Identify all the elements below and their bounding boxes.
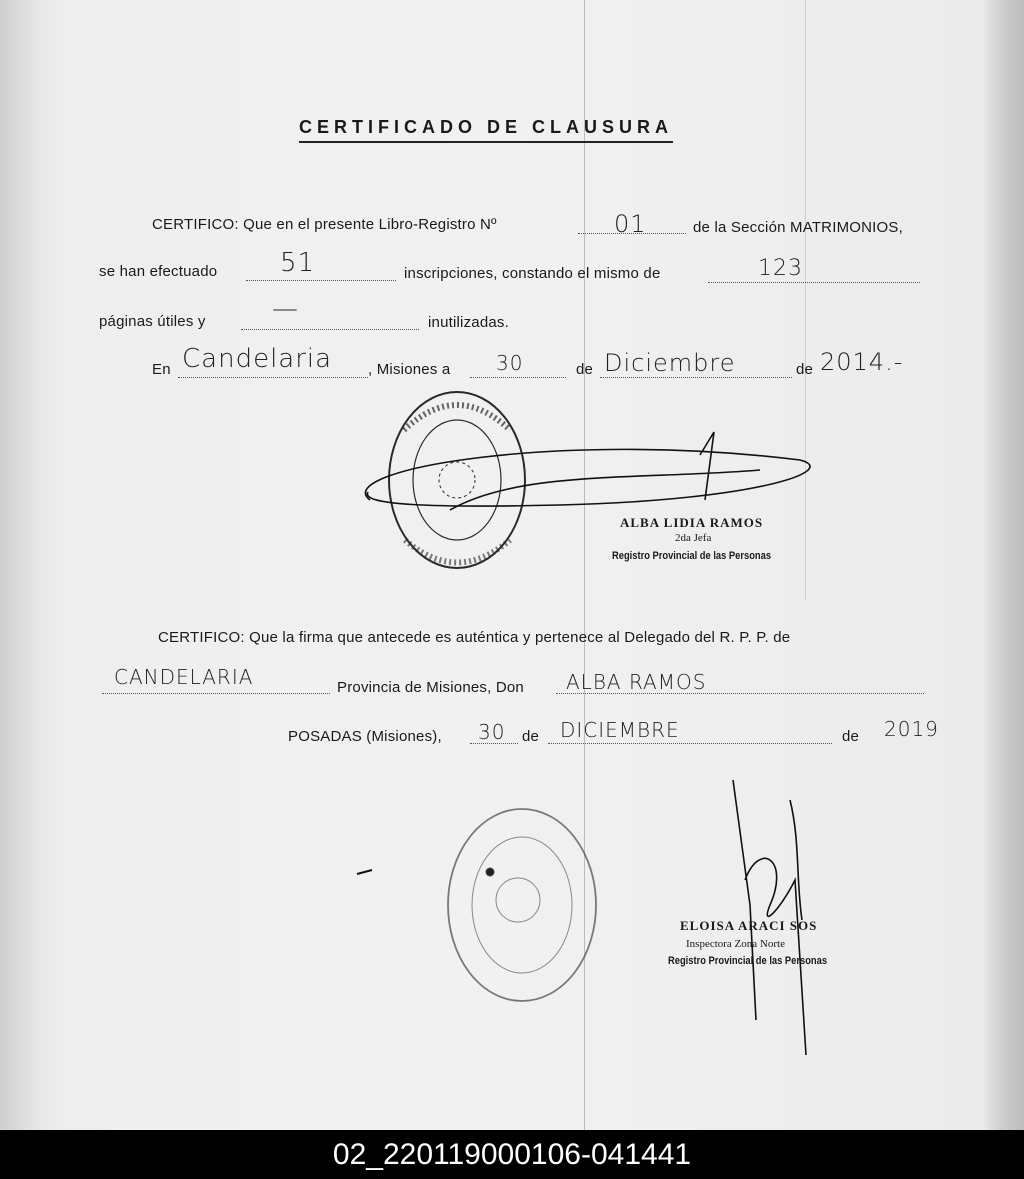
cert1-de2-label: de	[796, 361, 814, 378]
cert1-line2-mid: inscripciones, constando el mismo de	[404, 265, 661, 282]
cert1-line3-prefix: páginas útiles y	[99, 313, 206, 330]
paginas-value: 123	[758, 256, 803, 281]
cert1-line1-suffix: de la Sección MATRIMONIOS,	[693, 219, 903, 236]
cert1-misiones-label: , Misiones a	[368, 361, 451, 378]
ink-mark	[357, 870, 372, 874]
cert1-line3-suffix: inutilizadas.	[428, 314, 509, 331]
signer2-name: ELOISA ARACI SOS	[680, 918, 818, 933]
month-value: Diciembre	[604, 349, 736, 377]
signer2-org: Registro Provincial de las Personas	[668, 955, 828, 967]
cert2-day-value: 30	[478, 720, 506, 744]
registry-stamp-bottom	[448, 809, 596, 1001]
registry-stamp-top	[389, 392, 525, 568]
cert1-line2-prefix: se han efectuado	[99, 263, 218, 280]
signer1-org: Registro Provincial de las Personas	[612, 550, 772, 562]
don-name-value: ALBA RAMOS	[566, 670, 707, 694]
cert2-place-value: CANDELARIA	[114, 665, 254, 689]
scan-id-footer: 02_220119000106-041441	[0, 1130, 1024, 1179]
inscripciones-value: 51	[280, 248, 316, 278]
signer1-name: ALBA LIDIA RAMOS	[620, 515, 764, 530]
cert1-en-label: En	[152, 361, 171, 378]
cert2-line1: CERTIFICO: Que la firma que antecede es auténtica y pertenece al Delegado del R. P. P. de	[158, 629, 791, 646]
cert1-de-label: de	[576, 361, 594, 378]
cert2-month-value: DICIEMBRE	[560, 718, 680, 742]
cert2-posadas-label: POSADAS (Misiones),	[288, 728, 442, 745]
cert2-de-label: de	[522, 728, 540, 745]
cert1-line1-prefix: CERTIFICO: Que en el presente Libro-Registro Nº	[152, 216, 497, 233]
signer1-role: 2da Jefa	[675, 532, 712, 544]
libro-no-value: 01	[614, 210, 647, 238]
signature-alba-ramos	[365, 432, 810, 510]
day-value: 30	[496, 351, 524, 375]
document-title: CERTIFICADO DE CLAUSURA	[299, 117, 673, 143]
signer2-role: Inspectora Zona Norte	[686, 938, 785, 950]
cert2-line2-mid: Provincia de Misiones, Don	[337, 679, 524, 696]
cert2-de2-label: de	[842, 728, 860, 745]
inutilizadas-value: —	[272, 294, 299, 324]
place-value: Candelaria	[182, 344, 333, 374]
year-value: 2014.-	[820, 348, 904, 376]
cert2-year-value: 2019	[884, 717, 939, 741]
